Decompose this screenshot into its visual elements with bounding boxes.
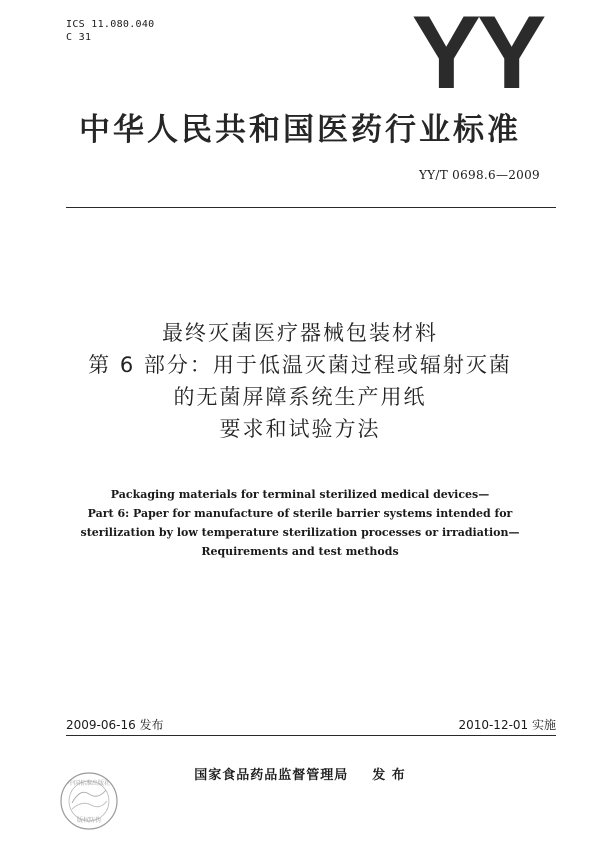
issuer-action: 发 布 <box>372 768 406 783</box>
implementation-date: 2010-12-01 实施 <box>458 718 556 732</box>
english-title-line-1: Packaging materials for terminal sterilized medical devices— <box>110 488 490 501</box>
stamp-top-text: 中国标准出版社 <box>67 780 111 787</box>
chinese-title-line-4: 要求和试验方法 <box>219 417 381 441</box>
anti-counterfeit-stamp-icon <box>58 770 120 832</box>
yy-logo-text: YY <box>411 10 543 95</box>
chinese-title-line-1: 最终灭菌医疗器械包装材料 <box>162 321 438 345</box>
ccs-code: C 31 <box>66 32 92 43</box>
issue-date: 2009-06-16 发布 <box>66 718 164 732</box>
standard-number: YY/T 0698.6—2009 <box>418 168 540 182</box>
issuer-name: 国家食品药品监督管理局 <box>194 768 349 783</box>
english-title <box>0 485 600 561</box>
bottom-divider <box>66 735 556 736</box>
chinese-title <box>0 317 600 445</box>
ics-code: ICS 11.080.040 <box>66 19 155 30</box>
chinese-title-line-2: 第 6 部分：用于低温灭菌过程或辐射灭菌 <box>88 353 512 377</box>
stamp-bottom-text: 版权防伪 <box>76 817 102 824</box>
chinese-title-line-3: 的无菌屏障系统生产用纸 <box>173 385 427 409</box>
classification-codes <box>66 18 155 44</box>
english-title-line-4: Requirements and test methods <box>201 545 399 558</box>
organization-title: 中华人民共和国医药行业标准 <box>79 112 521 148</box>
yy-logo <box>397 10 557 95</box>
top-divider <box>66 207 556 208</box>
english-title-line-3: sterilization by low temperature sterilization processes or irradiation— <box>80 526 520 539</box>
english-title-line-2: Part 6: Paper for manufacture of sterile barrier systems intended for <box>87 507 513 520</box>
